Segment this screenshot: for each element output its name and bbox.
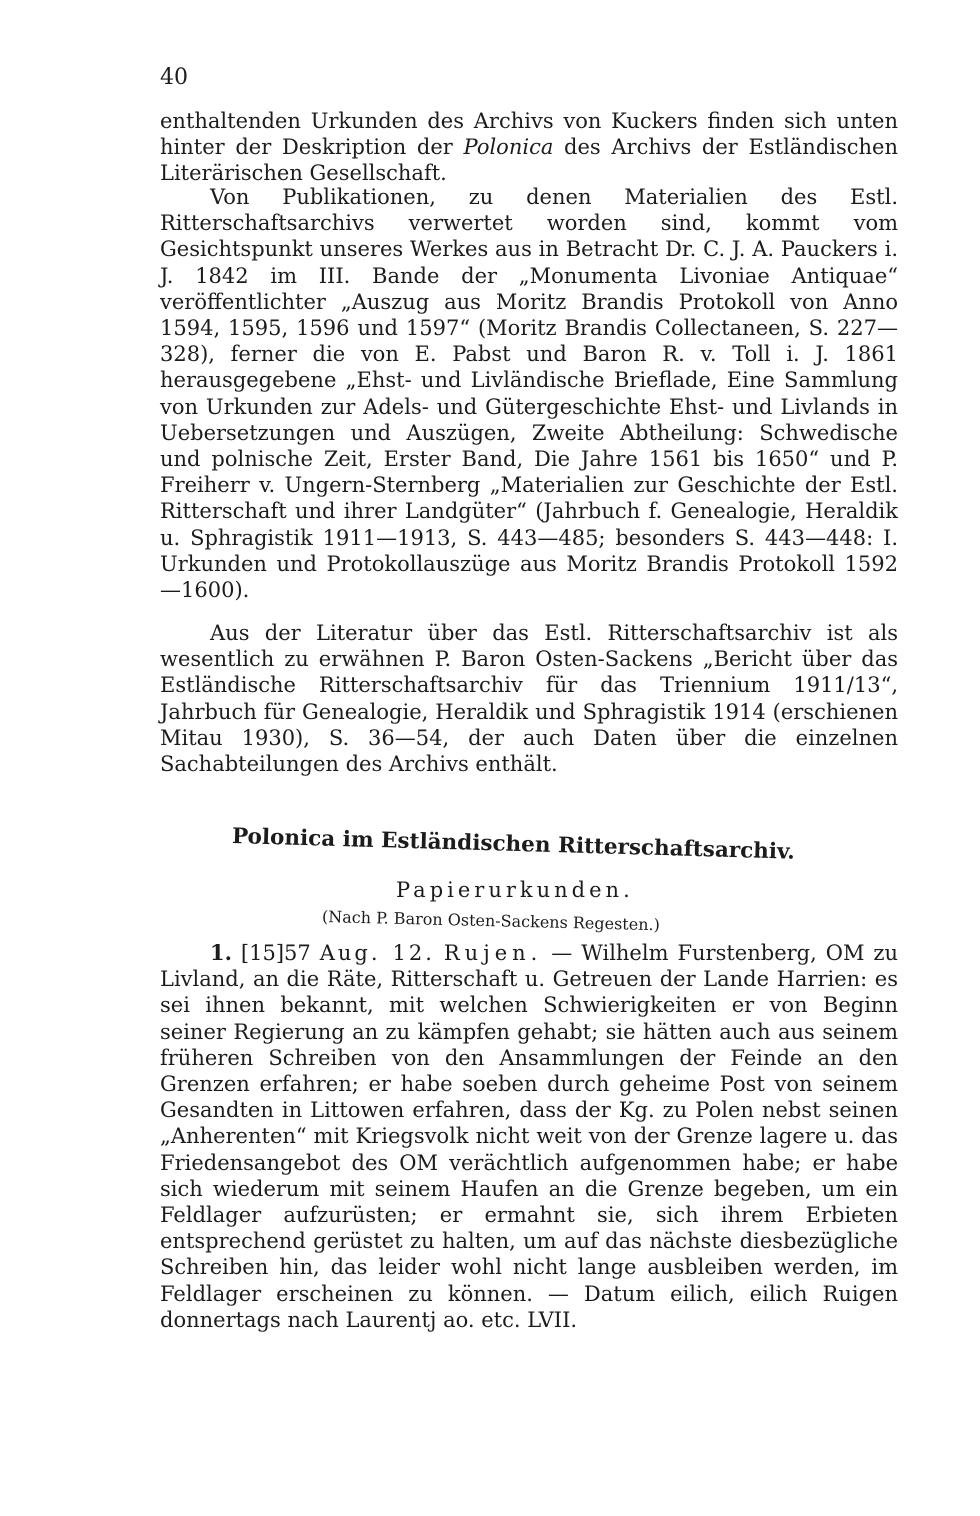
paragraph-text: enthaltenden Urkunden des Archivs von Kuckers finden sich unten hinter der Deskription der [160,109,898,160]
entry-place: Rujen. [443,941,543,965]
italic-term: Polonica [463,135,554,160]
subheading: Papierurkunden. [396,878,634,902]
entry-bracket-year: [15]57 [240,941,311,965]
paragraph-literature: Aus der Literatur über das Estl. Ritterschaftsarchiv ist als wesentlich zu erwähnen P. Baron Osten-Sackens „Bericht über das Estländische Ritterschaftsarchiv für das Triennium 1911/13“, Jahrbuch für Genealogie, Heraldik und Sphragistik 1914 (erschienen Mitau 1930), S. 36—54, der auch Daten über die einzelnen Sachabteilungen des Archivs enthält. [160,621,898,777]
paragraph-publications: Von Publikationen, zu denen Materialien des Estl. Ritterschaftsarchivs verwertet worden sind, kommt vom Gesichtspunkt unseres Werkes aus in Betracht Dr. C. J. A. Pauckers i. J. 1842 im III. Bande der „Monumenta Livoniae Antiquae“ veröffentlichter „Auszug aus Moritz Brandis Protokoll von Anno 1594, 1595, 1596 und 1597“ (Moritz Brandis Collectaneen, S. 227—328), ferner die von E. Pabst und Baron R. v. Toll i. J. 1861 herausgegebene „Ehst- und Livländische Brieflade, Eine Sammlung von Urkunden zur Adels- und Gütergeschichte Ehst- und Livlands in Uebersetzungen und Auszügen, Zweite Abtheilung: Schwedische und polnische Zeit, Erster Band, Die Jahre 1561 bis 1650“ und P. Freiherr v. Ungern-Sternberg „Materialien zur Geschichte der Estl. Ritterschaft und ihrer Landgüter“ (Jahrbuch f. Genealogie, Heraldik u. Sphragistik 1911—1913, S. 443—485; besonders S. 443—448: I. Urkunden und Protokollauszüge aus Moritz Brandis Protokoll 1592—1600). [160,185,898,603]
entry-date: Aug. 12. [319,941,435,965]
paragraph-archive-kuckers [160,108,898,187]
entry-number: 1. [210,940,232,965]
paragraph-text-tail: des Archivs der Estländischen Literärischen Gesellschaft. [160,135,899,186]
section-heading: Polonica im Estländischen Ritterschaftsarchiv. [231,824,796,865]
entry-text: — Wilhelm Furstenberg, OM zu Livland, an die Räte, Ritterschaft u. Getreuen der Lande Harrien: es sei ihnen bekannt, mit welchen Schwierigkeiten er von Beginn seiner Regierung an zu kämpfen gehabt; sie hätten auch aus seinem früheren Schreiben von den Ansammlungen der Feinde an den Grenzen erfahren; er habe soeben durch geheime Post von seinem Gesandten in Littowen erfahren, dass der Kg. zu Polen nebst seinen „Anherenten“ mit Kriegsvolk nicht weit von der Grenze lagere u. das Friedensangebot des OM verächtlich aufgenommen habe; er habe sich wiederum mit seinem Haufen an die Grenze begeben, um ein Feldlager aufzurüsten; er ermahnt sie, sich ihrem Erbieten entsprechend gerüstet zu halten, um auf das nächste diesbezügliche Schreiben hin, das leider wohl nicht lange ausbleiben werden, im Feldlager erscheinen zu können. — Datum eilich, eilich Ruigen donnertags nach Laurentj ao. etc. LVII. [160,941,898,1332]
source-note: (Nach P. Baron Osten-Sackens Regesten.) [321,907,661,935]
page-number: 40 [160,65,188,90]
entry-1 [160,940,898,1333]
